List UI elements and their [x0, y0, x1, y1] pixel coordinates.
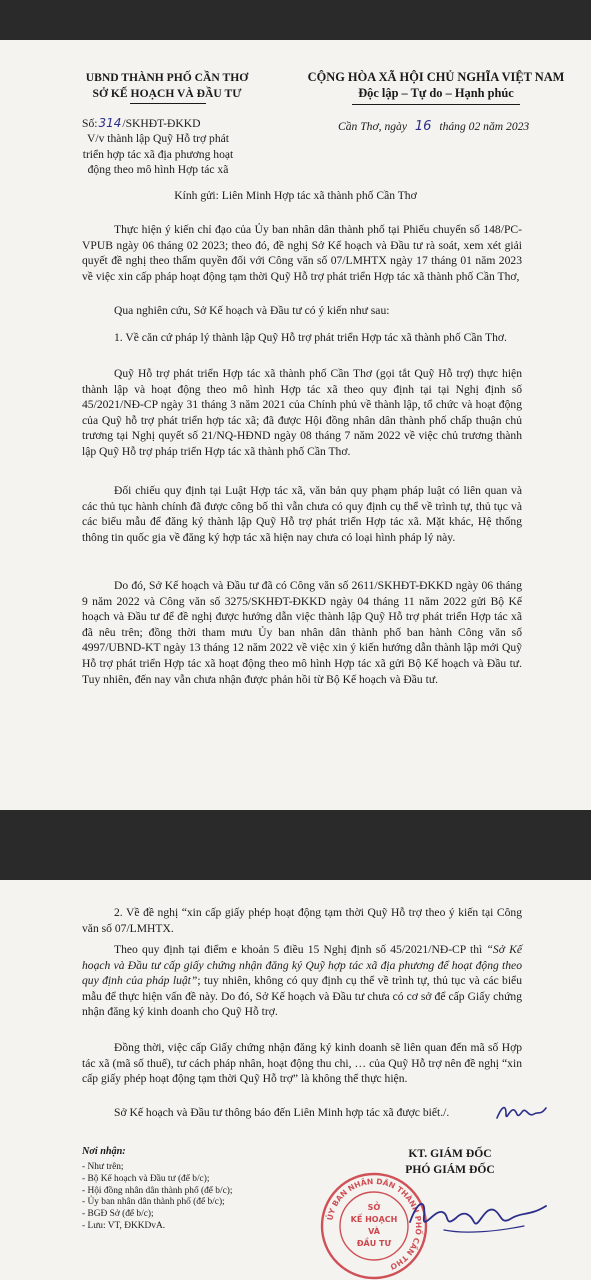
paragraph-legal-basis: Quỹ Hỗ trợ phát triển Hợp tác xã thành phố Cần Thơ (gọi tắt Quỹ Hỗ trợ) thực hiện thành lập và hoạt động theo mô hình Hợp tác xã theo quy định tại tại Nghị định số 45/2021/NĐ-CP ngày 31 tháng 3 năm 2021 của Chính phủ về thành lập, tổ chức và hoạt động của Quỹ hỗ trợ phát triển hợp tác xã; đã được Hội đồng nhân dân thành phố chấp thuận chủ trương tại Nghị quyết số 21/NQ-HĐND ngày 08 tháng 7 năm 2022 về việc chủ trương thành lập Quỹ Hỗ trợ pháp triển Hợp tác xã thành phố Cần Thơ. [82, 367, 522, 458]
paragraph-intro: Thực hiện ý kiến chỉ đạo của Ủy ban nhân dân thành phố tại Phiếu chuyển số 148/PC-VPUB ngày 06 tháng 02 2023; theo đó, đề nghị Sở Kế hoạch và Đầu tư rà soát, xem xét giải quyết đề nghị theo thẩm quyền đối với Công văn số 07/LMHTX ngày 17 tháng 01 năm 2023 về việc xin cấp pháp hoạt động tạm thời Quỹ Hỗ trợ phát triển Hợp tác xã thành phố Cần Thơ, [82, 223, 522, 283]
recipient-item: - Lưu: VT, ĐKKDvA. [82, 1220, 166, 1231]
initials-signature [494, 1100, 550, 1126]
org-line-1: UBND THÀNH PHỐ CẦN THƠ [85, 71, 249, 84]
stamp-center-text: VÀ [368, 1227, 380, 1236]
stamp-center-text: ĐẦU TƯ [356, 1239, 392, 1248]
section-1-heading: 1. Về căn cứ pháp lý thành lập Quỹ Hỗ trợ phát triển Hợp tác xã thành phố Cần Thơ. [114, 331, 507, 344]
paragraph-notice: Sở Kế hoạch và Đầu tư thông báo đến Liên Minh hợp tác xã được biết./. [114, 1106, 450, 1119]
recipient-item: - Hội đồng nhân dân thành phố (để b/c); [82, 1185, 233, 1196]
recipient-item: - BGĐ Sở (để b/c); [82, 1209, 154, 1220]
stamp-center-text: SỞ [367, 1203, 381, 1212]
handwritten-signature [404, 1192, 554, 1242]
stamp-center-text: KẾ HOẠCH [350, 1215, 398, 1224]
paragraph-opinion: Qua nghiên cứu, Sở Kế hoạch và Đầu tư có ý kiến như sau: [114, 304, 390, 317]
document-number: Số:314/SKHĐT-ĐKKD [82, 116, 201, 130]
recipient-line: Kính gửi: Liên Minh Hợp tác xã thành phố Cần Thơ [174, 189, 417, 202]
org-underline [130, 103, 206, 104]
paragraph-regulation: Theo quy định tại điểm e khoản 5 điều 15 Nghị định số 45/2021/NĐ-CP thì “Sở Kế hoạch và Đầu tư cấp giấy chứng nhận đăng ký Quỹ hợp tác xã địa phương để hoạt động theo quy định của pháp luật”; tuy nhiên, không có quy định cụ thể về trình tự, thủ tục và các biểu mẫu để thực hiện vấn đề này. Do đó, Sở Kế hoạch và Đầu tư chưa có cơ sở để cấp Giấy chứng nhận đăng ký kinh doanh cho Quỹ Hỗ trợ. [82, 943, 523, 1019]
recipients-list [82, 1162, 312, 1233]
nation-line-2: Độc lập – Tự do – Hạnh phúc [358, 86, 514, 100]
recipients-title: Nơi nhận: [82, 1146, 126, 1157]
recipient-item: - Ủy ban nhân dân thành phố (để b/c); [82, 1197, 225, 1208]
stamp-ring-text: ỦY BAN NHÂN DÂN THÀNH PHỐ CẦN THƠ [325, 1176, 424, 1272]
document-date: Cần Thơ, ngày 16 tháng 02 năm 2023 [338, 119, 530, 134]
signer-title-1: KT. GIÁM ĐỐC [408, 1147, 492, 1160]
paragraph-actions: Do đó, Sở Kế hoạch và Đầu tư đã có Công văn số 2611/SKHĐT-ĐKKD ngày 06 tháng 9 năm 2022 và Công văn số 3275/SKHĐT-ĐKKD ngày 04 tháng 11 năm 2022 gửi Bộ Kế hoạch và Đầu tư để đề nghị được hướng dẫn việc thành lập Quỹ Hỗ trợ phát triển Hợp tác xã đã nêu trên; đồng thời tham mưu Ủy ban nhân dân thành phố ban hành Công văn số 4997/UBND-KT ngày 13 tháng 12 năm 2022 về việc xin ý kiến hướng dẫn thành lập mới Quỹ Hỗ trợ phát triển Hợp tác xã hoạt động theo mô hình Hợp tác xã gửi Bộ Kế hoạch và Đầu tư. Tuy nhiên, đến nay vẫn chưa nhận được phản hồi từ Bộ Kế hoạch và Đầu tư. [82, 579, 522, 686]
paragraph-consequence: Đồng thời, việc cấp Giấy chứng nhận đăng ký kinh doanh sẽ liên quan đến mã số Hợp tác xã (mã số thuế), tư cách pháp nhân, hoạt động thu chi, … của Quỹ Hỗ trợ nên đề nghị “xin cấp giấy phép hoạt động tạm thời Quỹ Hỗ trợ” là không thể thực hiện. [82, 1041, 522, 1086]
document-page-2 [0, 880, 591, 1280]
handwritten-day: 16 [414, 119, 432, 134]
nation-line-1: CỘNG HÒA XÃ HỘI CHỦ NGHĨA VIỆT NAM [307, 70, 565, 84]
org-line-2: SỞ KẾ HOẠCH VÀ ĐẦU TƯ [92, 87, 242, 100]
regulation-quote: “Sở Kế hoạch và Đầu tư cấp giấy chứng nhận đăng ký Quỹ hợp tác xã địa phương để hoạt động theo quy định của pháp luật” [82, 943, 522, 988]
section-2-heading: 2. Về đề nghị “xin cấp giấy phép hoạt động tạm thời Quỹ Hỗ trợ theo ý kiến tại Công văn số 07/LMHTX. [82, 906, 522, 935]
signer-title-2: PHÓ GIÁM ĐỐC [405, 1163, 495, 1176]
recipient-item: - Bộ Kế hoạch và Đầu tư (để b/c); [82, 1173, 210, 1184]
recipient-item: - Như trên; [82, 1162, 124, 1172]
nation-underline [352, 104, 520, 105]
document-page-1 [0, 40, 591, 810]
subject: V/v thành lập Quỹ Hỗ trợ phát triển hợp tác xã địa phương hoạt động theo mô hình Hợp tác xã [82, 132, 234, 177]
paragraph-comparison: Đối chiếu quy định tại Luật Hợp tác xã, văn bản quy phạm pháp luật có liên quan và các thủ tục hành chính đã được công bố thì vẫn chưa có quy định cụ thể về trình tự, thủ tục và các biểu mẫu để đăng ký thành lập Quỹ Hỗ trợ phát triển Hợp tác xã. Mặt khác, Hệ thống thông tin quốc gia về đăng ký hợp tác xã hiện nay chưa có loại hình pháp lý này. [82, 484, 522, 544]
handwritten-number: 314 [98, 116, 122, 130]
